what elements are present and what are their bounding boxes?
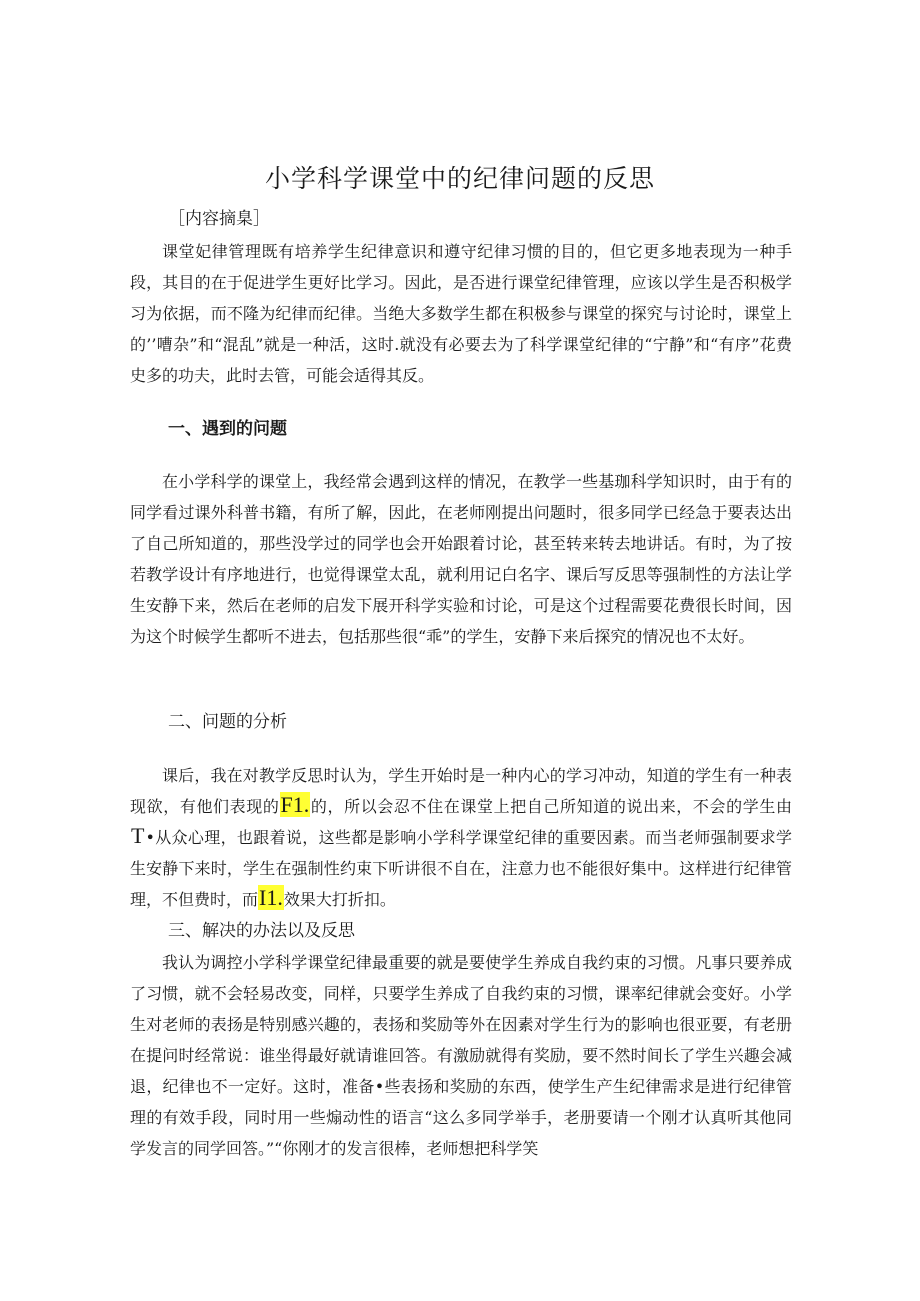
section-2-paragraph	[130, 760, 792, 915]
section-1-heading: 一、遇到的问题	[168, 419, 287, 439]
section-2-text-part-1: 课后，我在对教学反思时认为，学生开始时是一种内心的学习冲动，知道的学生有一种表现欲，有他们表现的	[130, 766, 792, 816]
section-2-text-part-3: •从众心理，也跟着说，这些都是影响小学科学课堂纪律的重要因素。而当老师强制要求学生安静下来时，学生在强制性约束下听讲很不自在，注意力也不能很好集中。这样进行纪律管理，不但费时，而	[130, 828, 792, 909]
highlighted-ocr-mark-1: F1.	[280, 792, 310, 817]
section-3-paragraph: 我认为调控小学科学课堂纪律最重要的就是要使学生养成自我约束的习惯。凡事只要养成了习惯，就不会轻易改变，同样，只要学生养成了自我约束的习惯，课率纪律就会变好。小学生对老师的表扬是特别感兴趣的，表扬和奖励等外在因素对学生行为的影响也很亚要，有老册在提问时经常说：谁坐得最好就请谁回答。有激励就得有奖励，要不然时间长了学生兴趣会减退，纪律也不一定好。这时，准备•些表扬和奖励的东西，使学生产生纪律需求是进行纪律管理的有效手段，同时用一些煽动性的语言“这么多同学举手，老册要请一个刚才认真听其他同学发言的同学回答。”“你刚才的发言很棒，老师想把科学笑	[130, 953, 792, 1158]
abstract-paragraph: 课堂妃律管理既有培养学生纪律意识和遵守纪律习惯的目的，但它更多地表现为一种手段，其目的在于促进学生更好比学习。因此，是否进行课堂纪律管理，应该以学生是否积极学习为依据，而不隆为纪律而纪律。当绝大多数学生都在积极参与课堂的探究与讨论时，课堂上的’’嘈杂”和“混乱”就是一种活，这时.就没有必要去为了科学课堂纪律的“宁静”和“有序”花费史多的功夫，此时去管，可能会适得其反。	[130, 242, 792, 385]
section-1-paragraph: 在小学科学的课堂上，我经常会遇到这样的情况，在教学一些基珈科学知识时，由于有的同学看过课外科普书籍，有所了解，因此，在老师刚提出问题时，很多同学已经急于要表达出了自己所知道的，那些没学过的同学也会开始跟着讨论，甚至转来转去地讲话。有时，为了按若教学设计有序地进行，也觉得课堂太乱，就利用记白名字、课后写反思等强制性的方法让学生安静下来，然后在老师的启发下展开科学实验和讨论，可是这个过程需要花费很长时间，因为这个时候学生都听不进去，包括那些很“乖”的学生，安静下来后探究的情况也不太好。	[130, 472, 792, 646]
ocr-mark-2: T	[131, 823, 145, 848]
highlighted-ocr-mark-3: I1.	[259, 885, 283, 910]
document-title: 小学科学课堂中的纪律问题的反思	[264, 164, 655, 193]
section-2-text-part-4: 效果大打折扣。	[283, 890, 396, 909]
section-3-heading: 三、解决的办法以及反思	[168, 921, 355, 941]
section-2-text-part-2: 的，所以会忍不住在课堂上把自己所知道的说出来，不会的学生由	[310, 797, 792, 816]
section-2-heading: 二、问题的分析	[168, 712, 287, 732]
abstract-label: ［内容摘臬］	[168, 209, 270, 229]
